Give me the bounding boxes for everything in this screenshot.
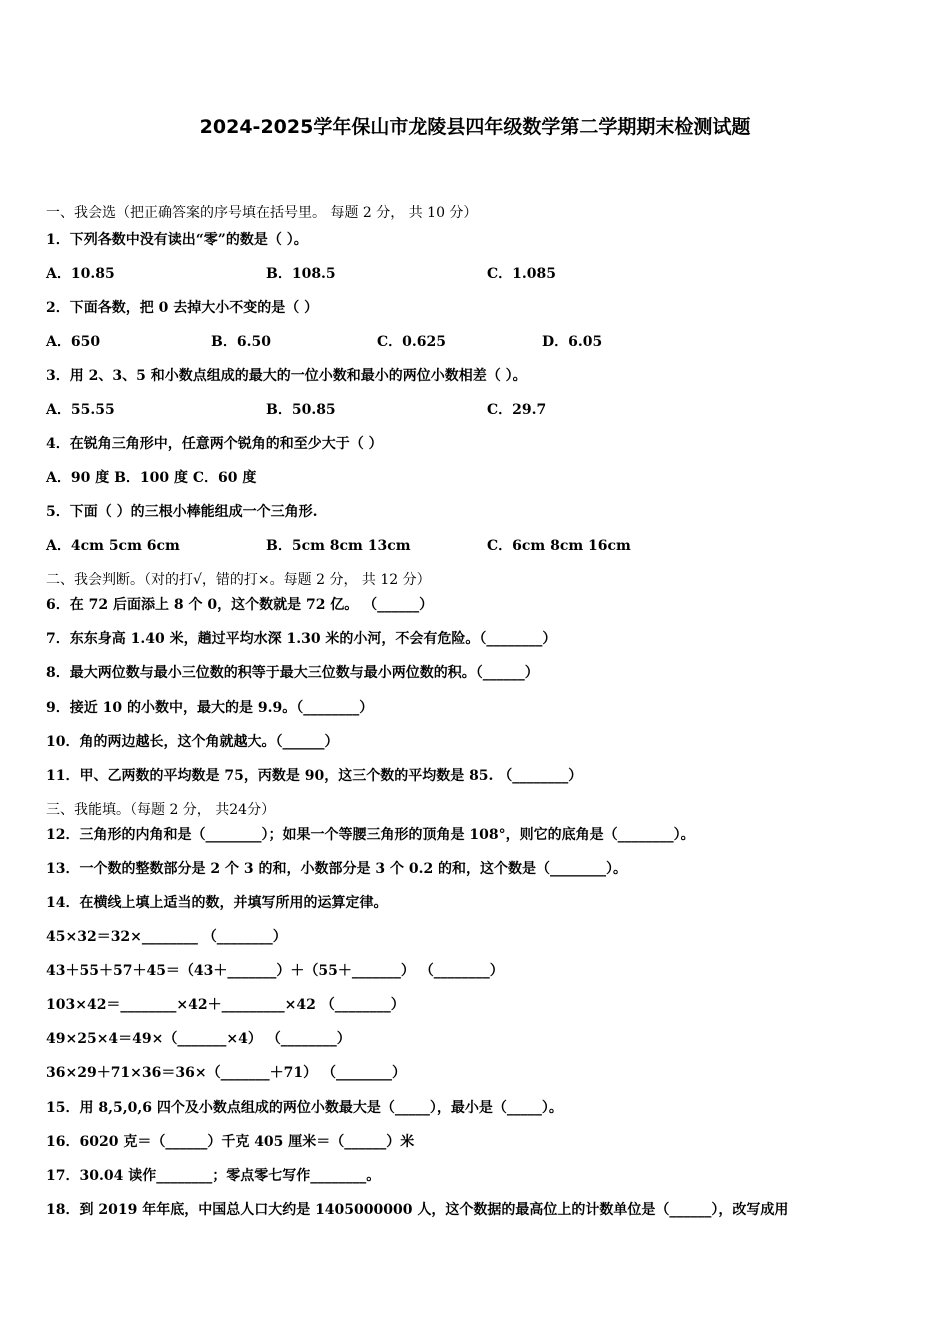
question-14-line-1: 45×32＝32×________ （________） [46, 929, 287, 945]
question-5-options [46, 535, 906, 555]
q3-option-c: C．29.7 [487, 402, 547, 418]
q1-option-a: A．10.85 [46, 266, 115, 282]
q1-option-b: B．108.5 [266, 266, 336, 282]
question-14: 14．在横线上填上适当的数，并填写所用的运算定律。 [46, 895, 388, 911]
question-1-options [46, 263, 906, 283]
question-14-line-5: 36×29＋71×36＝36×（_______＋71） （________） [46, 1065, 406, 1081]
q2-option-c: C．0.625 [377, 334, 446, 350]
q5-option-a: A．4cm 5cm 6cm [46, 538, 180, 554]
q2-option-b: B．6.50 [211, 334, 271, 350]
question-2: 2．下面各数，把 0 去掉大小不变的是（ ） [46, 300, 319, 316]
question-4-options: A．90 度 B．100 度 C．60 度 [46, 470, 257, 486]
question-17: 17．30.04 读作________；零点零七写作________。 [46, 1168, 381, 1184]
question-8: 8．最大两位数与最小三位数的积等于最大三位数与最小两位数的积。（______） [46, 665, 539, 681]
q1-option-c: C．1.085 [487, 266, 556, 282]
question-16: 16．6020 克＝（______）千克 405 厘米＝（______）米 [46, 1134, 415, 1150]
question-14-line-2: 43＋55＋57＋45＝（43＋_______）＋（55＋_______） （________） [46, 963, 504, 979]
question-3: 3．用 2、3、5 和小数点组成的最大的一位小数和最小的两位小数相差（ ）。 [46, 368, 527, 384]
question-2-options [46, 331, 906, 351]
question-6: 6．在 72 后面添上 8 个 0，这个数就是 72 亿。 （______） [46, 597, 434, 613]
question-1: 1．下列各数中没有读出“零”的数是（ ）。 [46, 232, 308, 248]
question-15: 15．用 8,5,0,6 四个及小数点组成的两位小数最大是（_____），最小是（_____）。 [46, 1100, 563, 1116]
question-4: 4．在锐角三角形中，任意两个锐角的和至少大于（ ） [46, 436, 383, 452]
question-9: 9．接近 10 的小数中，最大的是 9.9。（________） [46, 700, 374, 716]
question-18: 18．到 2019 年年底，中国总人口大约是 1405000000 人，这个数据的最高位上的计数单位是（______），改写成用 [46, 1202, 789, 1218]
question-10: 10．角的两边越长，这个角就越大。（______） [46, 734, 339, 750]
question-12: 12．三角形的内角和是（________）；如果一个等腰三角形的顶角是 108°，则它的底角是（________）。 [46, 827, 695, 843]
page-title: 2024-2025学年保山市龙陵县四年级数学第二学期期末检测试题 [199, 116, 751, 138]
question-14-line-3: 103×42＝________×42＋_________×42 （________） [46, 997, 405, 1013]
question-11: 11．甲、乙两数的平均数是 75，丙数是 90，这三个数的平均数是 85. （________） [46, 768, 583, 784]
q2-option-a: A．650 [46, 334, 101, 350]
q2-option-d: D．6.05 [542, 334, 603, 350]
section-2-heading: 二、我会判断。（对的打√，错的打×。每题 2 分， 共 12 分） [46, 572, 431, 588]
question-5: 5．下面（ ）的三根小棒能组成一个三角形. [46, 504, 318, 520]
question-13: 13．一个数的整数部分是 2 个 3 的和，小数部分是 3 个 0.2 的和，这个数是（________）。 [46, 861, 628, 877]
section-1-heading: 一、我会选（把正确答案的序号填在括号里。 每题 2 分， 共 10 分） [46, 205, 478, 221]
q5-option-b: B．5cm 8cm 13cm [266, 538, 411, 554]
question-7: 7．东东身高 1.40 米，趟过平均水深 1.30 米的小河，不会有危险。（________） [46, 631, 557, 647]
q3-option-a: A．55.55 [46, 402, 115, 418]
q5-option-c: C．6cm 8cm 16cm [487, 538, 631, 554]
section-3-heading: 三、我能填。（每题 2 分， 共24分） [46, 802, 276, 818]
q3-option-b: B．50.85 [266, 402, 336, 418]
question-14-line-4: 49×25×4＝49×（_______×4） （________） [46, 1031, 351, 1047]
question-3-options [46, 399, 906, 419]
